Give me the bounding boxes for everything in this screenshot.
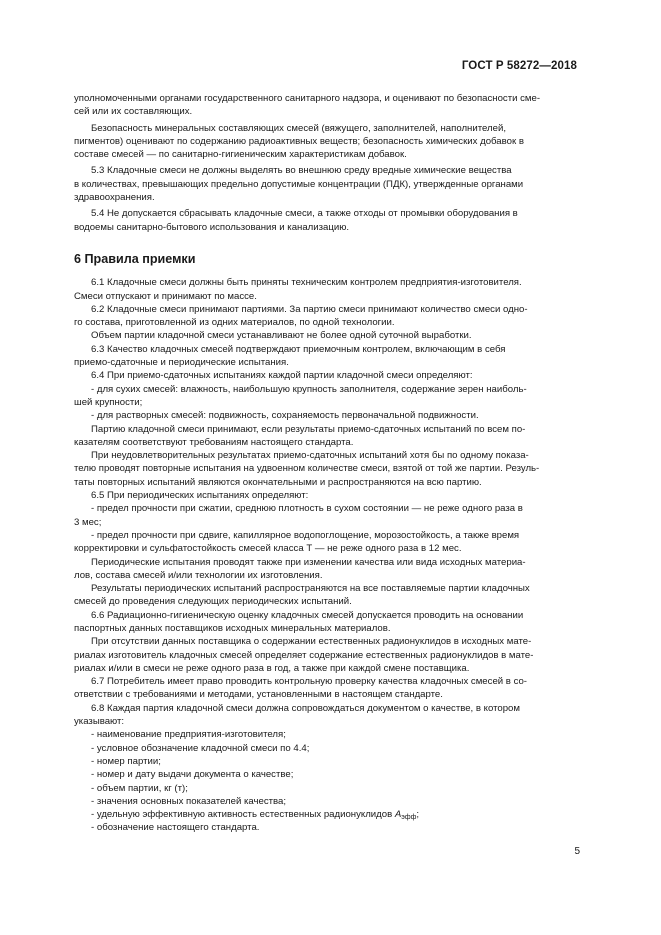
page-number: 5 [574,846,580,857]
text-line: таты повторных испытаний являются окончательными и распространяются на всю партию. [74,476,482,488]
clause-6-7: 6.7 Потребитель имеет право проводить контрольную проверку качества кладочных смесей в со- [91,676,527,688]
activity-subscript: эфф [401,814,417,822]
clause-6-6: 6.6 Радиационно-гигиеническую оценку кладочных смесей допускается проводить на основании [91,609,524,621]
text-line: сей или их составляющих. [74,106,193,118]
text-line: При отсутствии данных поставщика о содержании естественных радионуклидов в исходных мате- [91,636,532,648]
text-line: смесей до проведения следующих периодических испытаний. [74,596,352,608]
text-line: здравоохранения. [74,192,155,204]
document-code: ГОСТ Р 58272—2018 [461,60,577,72]
list-item: - для сухих смесей: влажность, наибольшую крупность заполнителя, содержание зерен наиболь- [91,383,527,395]
list-item: - номер и дату выдачи документа о качестве; [91,769,294,781]
list-item: - наименование предприятия-изготовителя; [91,729,286,741]
text-line: казателям соответствуют требованиям настоящего стандарта. [74,436,354,448]
section-6-title: 6 Правила приемки [74,251,196,266]
text-line: Периодические испытания проводят также при изменении качества или вида исходных материа- [91,556,526,568]
clause-6-1: 6.1 Кладочные смеси должны быть приняты техническим контролем предприятия-изготовителя. [91,277,522,289]
clause-5-3: 5.3 Кладочные смеси не должны выделять во внешнюю среду вредные химические вещества [91,165,512,177]
clause-6-3: 6.3 Качество кладочных смесей подтверждают приемочным контролем, включающим в себя [91,343,506,355]
text-line: При неудовлетворительных результатах приемо-сдаточных испытаний хотя бы по одному показа- [91,450,529,462]
list-item: - для растворных смесей: подвижность, сохраняемость первоначальной подвижности. [91,410,479,422]
text-line: уполномоченными органами государственного санитарного надзора, и оценивают по безопасности сме- [74,93,541,104]
clause-6-4: 6.4 При приемо-сдаточных испытаниях каждой партии кладочной смеси определяют: [91,370,473,382]
text-span: - удельную эффективную активность естественных радионуклидов [91,809,395,821]
text-line: паспортных данных поставщиков исходных минеральных материалов. [74,622,391,634]
clause-6-5: 6.5 При периодических испытаниях определяют: [91,490,309,502]
list-item: - предел прочности при сдвиге, капиллярное водопоглощение, морозостойкость, а также время [91,529,520,541]
list-item: - предел прочности при сжатии, среднюю плотность в сухом состоянии — не реже одного раза в [91,503,523,515]
clause-5-4: 5.4 Не допускается сбрасывать кладочные смеси, а также отходы от промывки оборудования в [91,208,518,220]
text-line: приемо-сдаточные и периодические испытания. [74,357,289,369]
activity-symbol: А [394,809,402,821]
text-line: 3 мес; [74,516,102,528]
list-item: - значения основных показателей качества; [91,795,287,807]
text-line: шей крупности; [74,396,143,408]
text-line: Объем партии кладочной смеси устанавливают не более одной суточной выработки. [91,330,472,342]
text-line: указывают: [74,716,125,728]
list-item: - обозначение настоящего стандарта. [91,822,260,834]
text-line: корректировки и сульфатостойкость смесей класса Т — не реже одного раза в 12 мес. [74,543,462,555]
text-line: лов, состава смесей и/или технологии их изготовления. [74,569,323,581]
text-line: телю проводят повторные испытания на удвоенном количестве смеси, взятой от той же партии. Резуль- [74,463,540,475]
clause-6-8: 6.8 Каждая партия кладочной смеси должна сопровождаться документом о качестве, в котором [91,702,520,714]
text-line: риалах и/или в смеси не реже одного раза в год, а также при каждой смене поставщика. [74,662,470,674]
list-item [74,808,584,821]
list-item: - условное обозначение кладочной смеси по 4.4; [91,742,310,754]
text-line: в количествах, превышающих предельно допустимые концентрации (ПДК), утвержденные органами [74,178,524,190]
text-line: ответствии с требованиями и методами, установленными в настоящем стандарте. [74,689,443,701]
list-item: - номер партии; [91,755,161,767]
text-line: составе смесей — по санитарно-гигиеническим характеристикам добавок. [74,149,407,161]
text-line: Безопасность минеральных составляющих смесей (вяжущего, заполнителей, наполнителей, [91,122,506,134]
list-item: - объем партии, кг (т); [91,782,188,794]
clause-6-2: 6.2 Кладочные смеси принимают партиями. За партию смеси принимают количество смеси одно- [91,303,528,315]
text-line: риалах изготовитель кладочных смесей определяет содержание естественных радионуклидов в мате- [74,649,534,661]
text-line: водоемы санитарно-бытового использования и канализацию. [74,221,350,233]
text-line: Смеси отпускают и принимают по массе. [74,290,257,302]
text-line: Партию кладочной смеси принимают, если результаты приемо-сдаточных испытаний по всем по- [91,423,526,435]
text-line: го состава, приготовленной из одних материалов, по одной технологии. [74,317,395,329]
page-body [74,92,584,835]
text-line: пигментов) оценивают по содержанию радиоактивных веществ; безопасность химических добавок в [74,135,524,147]
text-line: Результаты периодических испытаний распространяются на все поставляемые партии кладочных [91,583,530,595]
text-span: ; [416,809,420,821]
